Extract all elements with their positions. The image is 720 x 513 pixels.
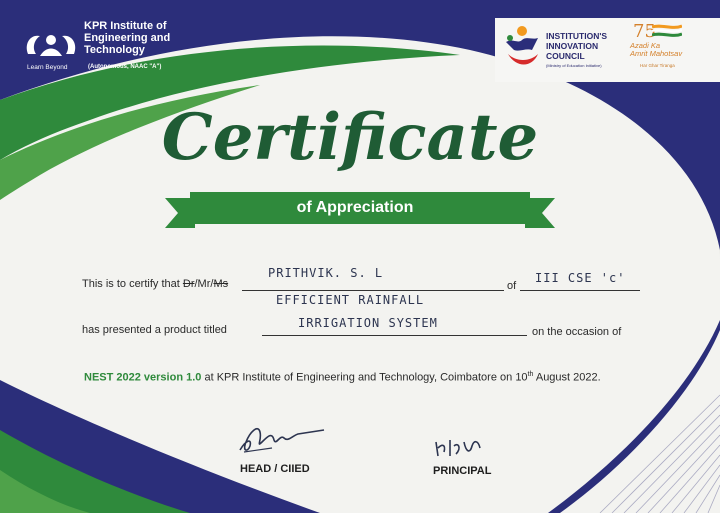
iic-ministry: (Ministry of Education Initiative) (546, 63, 602, 68)
azadi-line1: Azadi Ka (630, 41, 661, 50)
azadi-sub: Har Ghar Tiranga (640, 63, 675, 68)
certificate-ribbon: of Appreciation (296, 199, 414, 216)
certificate-title: Certificate (161, 100, 539, 175)
recipient-name: PRITHVIK. S. L (268, 266, 384, 280)
salutation-mr: /Mr/ (194, 278, 214, 290)
certify-line (82, 278, 228, 290)
iic-logo-icon (502, 24, 542, 70)
iic-name: INSTITUTION'S INNOVATION COUNCIL (546, 31, 608, 61)
event-day: 10 (515, 371, 528, 384)
of-label: of (507, 280, 517, 292)
occasion-label: on the occasion of (532, 326, 622, 338)
principal-signature-label: PRINCIPAL (433, 465, 492, 477)
certify-prefix: This is to certify that (82, 278, 183, 290)
salutation-dr: Dr (182, 278, 195, 290)
tricolor-flag-icon (652, 24, 682, 38)
salutation-ms: Ms (213, 278, 229, 290)
product-underline (262, 335, 527, 336)
institute-accreditation: (Autonomous, NAAC "A") (88, 64, 162, 70)
product-title-line2: IRRIGATION SYSTEM (298, 316, 438, 330)
product-title-line1: EFFICIENT RAINFALL (276, 293, 425, 307)
class-name: III CSE 'c' (535, 271, 626, 285)
institute-tagline: Learn Beyond (27, 64, 68, 71)
institute-name: KPR Institute of Engineering and Technology (84, 20, 171, 56)
class-underline (520, 290, 640, 291)
name-underline (242, 290, 504, 291)
event-line (84, 371, 601, 384)
principal-signature-icon (432, 434, 492, 464)
kpr-logo-icon (22, 26, 80, 62)
event-name: NEST 2022 version 1.0 (84, 371, 202, 384)
event-month-year: August 2022. (533, 371, 601, 384)
event-location: at KPR Institute of Engineering and Technology, Coimbatore on (201, 371, 516, 384)
azadi-number: 75 (633, 21, 656, 42)
presented-label: has presented a product titled (82, 324, 227, 336)
head-signature-icon (232, 412, 328, 460)
azadi-line2: Amrit Mahotsav (630, 49, 683, 58)
event-day-suffix: th (527, 371, 534, 378)
head-signature-label: HEAD / CIIED (240, 463, 310, 475)
